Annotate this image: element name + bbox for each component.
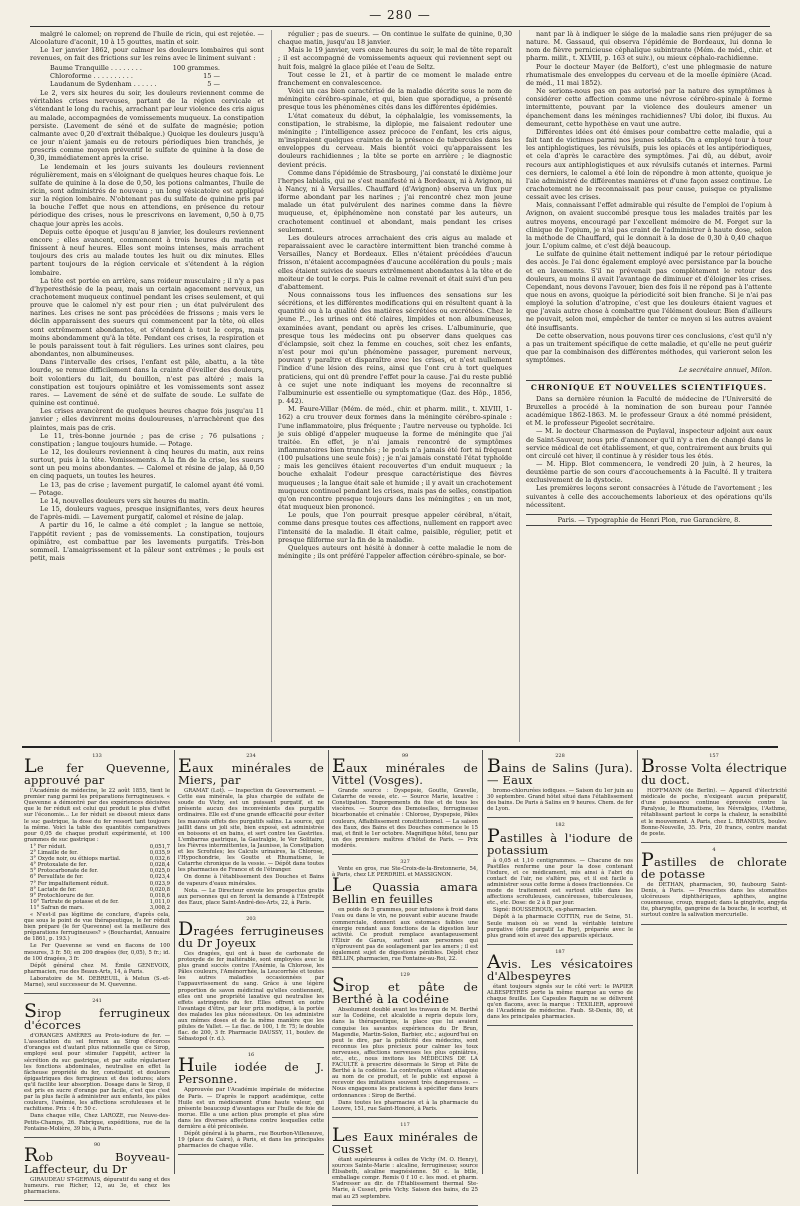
- ad-body: à 0,05 et 1,10 centigrammes. — Chacune de nos Pastilles renferme une pour la dose contenant l'iodure, et ce médicament, mis ainsi à l'abri du contact de l'air, ne s'altère pas, et il est facile à administrer sous cette forme à doses fractionnées. Ce mode de traitement est surtout utile dans les affections scrofuleuses, cancéreuses, tuberculeuses, etc., etc. Dose: de 2 à 8 par jour. Signé: BOUSSEROUX, ex-pharmacien. Dépôt à la pharmacie COTTIN, rue de Seine, 51. Seule maison où se vend la véritable teinture purgative (dite purgatif Le Roy), préparée avec le plus grand soin et avec des appareils spéciaux.: [487, 857, 633, 939]
- ad-title: Pastilles à l'iodure de potassium: [487, 824, 633, 857]
- ad-body: GRAMAT (Lot). — Inspection du Gouvernement. — Cette eau minérale, la plus chargée de sulfate de soude du Vichy, est un puissant purgatif, et ne présente aucun des inconvénients des purgatifs ordinaires. Elle est d'une grande efficacité pour éviter les mauvais effets des purgatifs salins. La source, qui jaillit dans un joli site, bien exposé, est administrée en boissons et en bains, et sert contre les Gastrites. L'embarras gastrique, la Gastralgie, le Ver Solitaire, les Fièvres intermittentes, la Jaunisse, la Constipation et les Scrofules; les Calculs urinaires, la Chlorose, l'Hypochondrie, les Goutte et Rhumatisme, le Catarrhe chronique de la vessie. — Dépôt dans toutes les pharmacies de France et de l'étranger. On donne à l'établissement des Douches et Bains de vapeurs d'eaux minérales. Nota. — Le Directeur envoie les prospectus gratis aux personnes qui en feront la demande à l'Entrepôt des Eaux, place Saint-André-des-Arts, 22, à Paris.: [178, 788, 324, 906]
- paragraph: Le sulfate de quinine était nettement indiqué par le retour périodique des accès. Je l'ai donc également employé avec persistance par la bouche et en lavements. S'il ne prévenait pas complètement le retour des douleurs, au moins il avait l'avantage de diminuer et d'éloigner les crises. Cependant, nous devons l'avouer, bien des fois il ne répond pas à l'attente que nous en avons, quoique la périodicité soit bien franche. Si je n'ai pas employé la solution d'atropine, c'est que les douleurs étaient vagues et que j'avais autre chose à combattre que l'élément douleur. Bien d'ailleurs ne pouvait, selon moi, empêcher de tenter ce moyen si les autres avaient été insuffisants.: [526, 250, 772, 332]
- dose-table: 1° Fer réduit. 0,051,7 2° Limaille de fer. 0,035,9 3° Oxyde noir, ou éthiops martial. 0,032,6 4° Protoxalate de fer. 0,028,4 5° Protocarbonate de fer. 0,025,0 6° Persulfate de fer. 0,023,4 7° Fer impalfaitement réduit. 0,023,9 8° Lactate de fer. 0,020,8 9° Protochlorure de fer. 0,018,6 10° Tartrate de potasse et de fer. 1,011,0 11° Safran de mars. 3,008,2: [30, 843, 170, 911]
- paragraph: Tout cesse le 21, et à partir de ce moment le malade entre franchement en convalescence.: [278, 70, 512, 87]
- paragraph: Mais, connaissant l'effet admirable qui résulte de l'emploi de l'opium à Avignon, on avaient succombé presque tous les malades traités par les autres moyens, encouragé par l'excellent mémoire de M. Forget sur la clinique de l'opium, je n'ai pas craint de l'administrer à haute dose, selon la méthode de Chauffard, qui le donnait à la dose de 0,30 à 0,40 chaque jour. L'opium calme, et c'est déjà beaucoup.: [526, 201, 772, 251]
- ad-body: Absolument doublé avant les travaux de M. Berthé sur la Codéine, cet alcaloïde a repris depuis lors, dans la thérapeutique, la place que lui avaient conquise les savantes expériences du Dr Brun, Magendie, Martin-Solon, Barbier, etc.; aujourd'hui on peut le dire, par la publicité des médecins, sont reconnus les plus précieux pour calmer les toux nerveuses, affections nerveuses les plus opiniâtres, etc., etc., nous invitons les MÉDECINS DE LA FACULTÉ à prescrire désormais le Sirop et Pâte de Berthé à la codéine. La contrefaçon s'étant attaquée au nom de ce produit, et le public est exposé à recevoir des imitations souvent très dangereuses. — Nous engageons les praticiens à spécifier dans leurs ordonnances : Sirop de Berthé. Dans toutes les pharmacies et à la pharmacie du Louvre, 151, rue Saint-Honoré, à Paris.: [332, 1007, 478, 1112]
- ad-number: 99: [401, 753, 409, 759]
- paragraph: régulier ; pas de sueurs. — On continue le sulfate de quinine, 0,30 chaque matin, jusqu'au 18 janvier.: [278, 30, 512, 47]
- ad-title: Eaux minérales de Vittel (Vosges).: [332, 755, 478, 788]
- ad-column-2: [178, 752, 324, 1172]
- ad-number: 133: [92, 753, 102, 759]
- ad-pastilles-chlorate: [641, 846, 787, 925]
- paragraph: nant par là à indiquer le siége de la maladie sans rien préjuger de sa nature. M. Gassaud, qui observa l'épidémie de Bordeaux, lui donna le nom de fièvre pernicieuse céphalique subintrante (Mém. de méd., chir. et pharm. milit., t. XLVIII, p. 163 et suiv.), ou mieux céphalo-rachidienne.: [526, 30, 772, 63]
- ad-fer-quevenne: [24, 752, 170, 994]
- paragraph: Voici un cas bien caractérisé de la maladie décrite sous le nom de méningite cérébro-spinale, et qui, bien que sporadique, a présenté presque tous les phénomènes cités dans les différentes épidémies.: [278, 87, 512, 112]
- ad-body: en poids de 5 grammes, pour infusions à froid dans l'eau ou dans le vin, ne pouvant subir aucune fraude commerciale, donnent aux estomacs faibles une énergie rendant aux fonctions de la digestion leur activité. Ce produit remplace avantageusement l'Élixir de Garus, surtout aux personnes qui n'éprouvent pas de soulagement par les amers ; il est également sujet de digestions pénibles. Dépôt chez BELLIN, pharmacien, rue Fontaine-au-Roi, 22.: [332, 907, 478, 963]
- news-item: — M. Hipp. Blot commencera, le vendredi 20 juin, à 2 heures, la deuxième partie de son cours d'accouchements à la Faculté. Il y traitera exclusivement de la dystocie.: [526, 459, 772, 485]
- paragraph: malgré le calomel; on reprend de l'huile de ricin, qui est rejetée. — Alcoolature d'aconit, 10 à 15 gouttes, matin et soir.: [30, 30, 264, 47]
- paragraph: Les crises avancèrent de quelques heures chaque fois jusqu'au 11 janvier ; elles devinrent moins douloureuses, n'arrachèrent que des plaintes, mais pas de cris.: [30, 407, 264, 432]
- ad-divider: [174, 750, 175, 1174]
- ad-vesicatoires: [487, 948, 633, 1027]
- ad-body: d'ORANGES AMÈRES au Proto-iodure de fer. — L'association du sel ferreux au Sirop d'écorces d'oranges est d'autant plus rationnelle que ce Sirop, employé seul pour stimuler l'appétit, activer la sécrétion du suc gastrique, et par suite régulariser les fonctions abdominales, neutralise en effet la fâcheuse propriété du fer, constipatif, et douleurs épigastriques des ferrugineux et des iodures; alors qu'il facilite leur absorption. Dosage dans le Sirop, il est pris en sucre d'orange par facile, c'est que c'est par la plus facile à administrer aux enfants, les pâles couleurs, l'anémie, les affections scrofuleuses et le rachitisme. Prix : 4 fr. 50 c. Dans chaque ville, Chez LAROZE, rue Neuve-des-Petits-Champs, 26. Fabrique, expéditions, rue de la Fontaine-Molière, 39 bis, à Paris.: [24, 1033, 170, 1132]
- ad-rob-boyveau: [24, 1141, 170, 1201]
- ad-body: étant toujours signés sur le côté vert: le PAPIER ALBESPEYRES porte la même marque au verso de chaque feuille. Les Capsules Raquin ne se délivrent qu'en flacons, avec la marque : TEXILIER, approuvé de l'Académie de médecine. Faub. St-Denis, 80, et dans les principales pharmacies.: [487, 983, 633, 1021]
- ad-title: Pastilles de chlorate de potasse: [641, 848, 787, 881]
- ad-body: Vente en gros, rue Ste-Croix-de-la-Bretonnerie, 54, à Paris, chez LE PERDRIEL et MASSIGNON.: [332, 866, 478, 879]
- ad-pastilles-iodure: [487, 821, 633, 944]
- paragraph: Le 11, très-bonne journée ; pas de crise ; 76 pulsations ; constipation ; langue toujours humide. — Potage.: [30, 431, 264, 448]
- ad-number: 4: [712, 846, 716, 853]
- paragraph: Le 15, douleurs vagues, presque insignifiantes, vers deux heures de l'après-midi. — Lavement purgatif, calomel et résine de jalap.: [30, 505, 264, 522]
- ad-title: Le Quassia amara Bellin en feuilles: [332, 874, 478, 907]
- ad-number: 90: [93, 1141, 101, 1148]
- column-divider: [519, 30, 520, 742]
- ad-number: 182: [555, 822, 565, 829]
- paragraph: Dans l'intervalle des crises, l'enfant est pâle, abattu, a la tête lourde, se remue difficilement dans la crainte d'éveiller des douleurs, boit volontiers du lait, du bouillon, n'est pas altéré ; mais la constipation est toujours opiniâtre et les vomissements sont assez rares. — Lavement de séné et de sulfate de soude. Le sulfate de quinine est continué.: [30, 358, 264, 408]
- paragraph: Le 14, nouvelles douleurs vers six heures du matin.: [40, 496, 210, 505]
- ad-eaux-vittel: [332, 752, 478, 855]
- paragraph: Le lendemain et les jours suivants les douleurs reviennent régulièrement, mais en s'éloignant de quelques heures chaque fois. Le sulfate de quinine à la dose de 0,50, les potions calmantes, l'huile de ricin, sont administrés de nouveau ; un long vésicatoire est appliqué sur la région lombaire. N'obtenant pas du sulfate de quinine pris par la bouche l'effet que nous en attendions, en présence du retour périodique des crises, nous le prescrivons en lavement, 0,50 à 0,75 chaque jour après les accès.: [30, 162, 264, 228]
- ad-title: Huile iodée de J. Personne.: [178, 1054, 324, 1087]
- ad-number: 16: [247, 1052, 255, 1059]
- ad-sirop-oranges: [24, 997, 170, 1138]
- paragraph: Le pouls, que l'on pourrait presque appeler cérébral, n'était, comme dans presque toutes ces affections, nullement en rapport avec l'intensité de la maladie. Il était calme, paisible, régulier, petit et presque filiforme sur la fin de la maladie.: [278, 511, 512, 544]
- ad-body: HOFFMANN (de Berlin). — Appareil d'électricité médicale de poche, n'exigeant aucun préparatif, d'une puissance continue éprouvée contre la Paralysie, le Rhumatisme, les Névralgies, l'Asthme, rétablissant partout le corps la chaleur, la sensibilité et le mouvement. A Paris, chez L. BRANDUS, boulev. Bonne-Nouvelle, 35. Prix, 20 francs, contre mandat de poste.: [641, 788, 787, 837]
- ad-bains-salins: [487, 752, 633, 818]
- article-column-1: [30, 30, 264, 742]
- ad-number: 228: [555, 753, 565, 759]
- paragraph: Le 12, les douleurs reviennent à cinq heures du matin, aux reins surtout, puis à la tête. Vomissements. A la fin de la crise, les sueurs sont un peu moins abondantes. — Calomel et résine de jalap, ââ 0,50 en cinq paquets, un toutes les heures.: [30, 447, 264, 481]
- ad-title: Dragées ferrugineuses du Dr Joyeux: [178, 917, 324, 950]
- ad-title: Sirop et pâte de Berthé à la codéine: [332, 974, 478, 1007]
- paragraph: Depuis cette époque et jusqu'au 8 janvier, les douleurs reviennent encore ; elles avancent, commencent à trois heures du matin et finissent à neuf heures. Elles sont moins intenses, mais arrachent toujours des cris au malade toutes les huit ou dix minutes. Elles partent toujours de la région cervicale et s'étendent à la région lombaire.: [30, 227, 264, 277]
- ad-body: Approuvée par l'Académie impériale de médecine de Paris. — D'après le rapport académique, cette Huile est un médicament d'une haute valeur, qui présente beaucoup d'avantages sur l'huile de foie de morue. Elle a une action plus prompte et plus sûre dans les diverses affections contre lesquelles cette dernière a été préconisée. Dépôt général à la pharm., rue Bourbon-Villeneuve, 19 (place du Caire), à Paris, et dans les principales pharmacies de chaque ville.: [178, 1087, 324, 1150]
- ad-column-1: [24, 752, 170, 1195]
- ad-column-4: [487, 752, 633, 1172]
- ad-huile-iodee: [178, 1051, 324, 1155]
- page-number: — 280 —: [369, 8, 431, 22]
- ad-brosse-volta: [641, 752, 787, 843]
- paragraph: Le 13, pas de crise ; lavement purgatif, le calomel ayant été vomi. — Potage.: [30, 480, 264, 497]
- paragraph: Quelques auteurs ont hésité à donner à cette maladie le nom de méningite ; ils ont préféré l'appeler affection cérébro-spinale, se bor-: [278, 543, 512, 560]
- article-column-2: [278, 30, 512, 742]
- ad-body: étant supérieures à celles de Vichy (M. O. Henry), sources Sainte-Marie : alcaline, ferrugineuse; source Élisabeth, alcaline magnésienne. 50 c. la btlle, emballage compr. Remis 0 f 10 c. les mod. et pharm. S'adresser au dir. de l'Établissement thermal Ste-Marie, à Cusset, près Vichy. Saison des bains, du 25 mai au 25 septembre.: [332, 1156, 478, 1200]
- paragraph: Nous connaissons tous les influences des sensations sur les sécrétions, et les différentes modifications qui en résultent quant à la quantité ou à la qualité des matières sécrétées ou excrétées. Chez le jeune P..., les urines ont été claires, limpides et non albumineuses, examinées avant, pendant ou après les crises. L'albuminurie, que presque tous les médecins ont pu observer dans quelques cas d'éclampsie, soit chez la femme en couches, soit chez les enfants, n'est pour moi qu'un phénomène passager, purement nerveux, pouvant y paraître et disparaître avec les crises, et n'est nullement l'indice d'une lésion des reins, ainsi que l'ont cru à tort quelques praticiens, qui ont dû prendre l'effet pour la cause. J'ai du reste publié à ce sujet une note indiquant les moyens de reconnaître si l'albuminurie est essentielle ou symptomatique (Gaz. des Hôp., 1856, p. 442).: [278, 291, 512, 406]
- ad-eaux-miers: [178, 752, 324, 912]
- paragraph: Ne serions-nous pas en pas autorisé par la nature des symptômes à considérer cette affection comme une névrose cérébro-spinale à forme intermittente, pouvant par la violence des douleurs amener un épanchement dans les méninges rachidiennes? Ubi dolor, ibi fluxus. Au demeurant, cette hypothèse en vaut une autre.: [526, 87, 772, 128]
- liniment-recipe: [50, 64, 264, 88]
- ad-title: Brosse Volta électrique du doct.: [641, 755, 787, 788]
- ad-column-5: [641, 752, 787, 1172]
- article-column-3: [526, 30, 772, 742]
- ad-dragees-joyeux: [178, 915, 324, 1049]
- ad-number: 234: [246, 753, 256, 759]
- ad-number: 327: [400, 859, 410, 866]
- paragraph: Mais le 19 janvier, vers onze heures du soir, le mal de tête reparaît ; il est accompagné de vomissements aqueux qui reviennent sept ou huit fois, malgré la glace pilée et l'eau de Seltz.: [278, 46, 512, 71]
- ad-number: 241: [92, 998, 102, 1005]
- recipe-line: Chloroforme . . . . . . . . . . 15 —: [50, 71, 220, 80]
- paragraph: L'état comateux du début, la céphalalgie, les vomissements, la constipation, le strabisme, la diplopie, me faisaient redouter une méningite ; l'intelligence assez précoce de l'enfant, les cris aigus, m'inspiraient quelques craintes de la présence de tubercules dans les enveloppes du cerveau. Mais bientôt voici qu'apparaissent les douleurs rachidiennes ; la tête se porte en arrière ; le diagnostic devient précis.: [278, 111, 512, 169]
- ad-title: Avis. Les vésicatoires d'Albespeyres: [487, 950, 633, 983]
- paragraph: Le 2, vers six heures du soir, les douleurs reviennent comme de véritables crises nerveuses, partant de la région cervicale et s'étendant le long du rachis, arrachant par leur violence des cris aigus au malade, accompagnées de vomissements muqueux. La constipation persiste. (Lavement de séné et de sulfate de magnésie; potion calmante avec 0,20 d'extrait thébaïque.) Quoique les douleurs jusqu'à ce jour n'aient jamais eu de retours périodiques bien tranchés, je prescris comme moyen préventif le sulfate de quinine à la dose de 0,30, immédiatement après la crise.: [30, 89, 264, 163]
- paragraph: Les douleurs atroces arrachaient des cris aigus au malade et reparaissaient avec le caractère intermittent bien tranché comme à Versailles, Nancy et Bordeaux. Elles n'étaient précédées d'aucun frisson, n'étaient accompagnées d'aucune accélération du pouls ; mais elles étaient suivies de sueurs extrêmement abondantes à la tête et de moiteur de tout le corps. Puis le calme revenait et était suivi d'un peu d'abattement.: [278, 233, 512, 291]
- ad-column-3: [332, 752, 478, 1200]
- ad-quassia-amara: [332, 858, 478, 968]
- recipe-line: Baume Tranquille . . . . . . . . 100 grammes.: [50, 63, 220, 72]
- ad-body: de DETHAN, pharmacien, 90, faubourg Saint-Denis, à Paris. — Prescrites dans les stomatites ulcéreuses diphthériques, aphthes, angine couenneuse, croup, muguet; dans la gingivite, angyda ite, pharyngite, gangrène de la bouche, le scorbut, et surtout contre la salivation mercurielle.: [641, 881, 787, 919]
- paragraph: Pour le docteur Mayer (de Belfort), c'est une phlegmasie de nature rhumatismale des enveloppes du cerveau et de la moelle épinière (Acad. de méd., 11 mai 1852).: [526, 62, 772, 87]
- ad-number: 187: [555, 948, 565, 955]
- ad-number: 203: [246, 915, 256, 922]
- ad-number: 157: [709, 753, 719, 759]
- ad-body: GIRAUDEAU ST-GERVAIS, dépuratif du sang et des humeurs. rue Richer, 12, au 3e, et chez les pharmaciens.: [24, 1176, 170, 1195]
- ad-divider: [637, 750, 638, 1174]
- ad-title: Eaux minérales de Miers, par: [178, 755, 324, 788]
- printer-imprint: Paris. — Typographie de Henri Plon, rue Garancière, 8.: [526, 514, 772, 526]
- paragraph: Différentes idées ont été émises pour combattre cette maladie, qui a fait tant de victimes parmi nos jeunes soldats. On a employé tour à tour les antiphlogistiques, les révulsifs, puis les opiacés et les antipériodiques, et cela d'après le caractère des symptômes. J'ai dû, au début, avoir recours aux antiphlogistiques et aux révulsifs cutanés et internes. Parmi ces derniers, le calomel a été loin de répondre à mon attente, quoique je l'aie administré de différentes manières et d'une façon assez continue. Le crachotement ne le reconnaissait pas pour cause, puisque ce ptyalisme cessait avec les crises.: [526, 127, 772, 202]
- ad-eaux-cusset: [332, 1121, 478, 1206]
- paragraph: A partir du 16, le calme a été complet ; la langue se nettoie, l'appétit revient ; pas de vomissements. La constipation, toujours opiniâtre, est combattue par les lavements purgatifs. Très-bon sommeil. L'amaigrissement et la pâleur sont extrêmes ; le pouls est petit, mais: [30, 521, 264, 562]
- ad-body: bromo-chlorurées iodiques. — Saison du 1er juin au 30 septembre. Grand hôtel situé dans l'établissement des bains. De Paris à Salins en 9 heures. Chem. de fer de Lyon.: [487, 788, 633, 813]
- ad-title: Le fer Quevenne, approuvé par: [24, 755, 170, 788]
- column-divider: [271, 30, 272, 742]
- ad-title: Sirop ferrugineux d'écorces: [24, 1000, 170, 1033]
- ad-number: 129: [400, 972, 410, 979]
- ad-body: Grande source : Dyspepsie, Goutte, Gravelle, Catarrhe de vessie, etc. — Source Marie, laxative : Constipation. Engorgements du foie et de tous les viscères. — Source des Demoiselles, ferrugineuse bicarbonatée et crénatée : Chlorose, Dyspepsie, Pâles couleurs, Affaiblissement constitutionnel. — La saison des Eaux, des Bains et des Douches commence le 15 mai, et finit le 1er octobre. Magnifique hôtel, tenu par un des premiers maîtres d'hôtel de Paris. — Prix modérés.: [332, 788, 478, 849]
- paragraph: De cette observation, nous pouvons tirer ces conclusions, c'est qu'il n'y a pas un traitement spécifique de cette maladie, et qu'elle ne peut guérir que par la combinaison des différentes méthodes, qui varieront selon les symptômes.: [526, 331, 772, 365]
- paragraph: La tête est portée en arrière, sans roideur musculaire ; il n'y a pas d'hyperesthésie de la peau, mais un certain agacement nerveux, un crachotement muqueux continuel pendant les crises seulement, et qui prouve que le calomel n'y est pour rien ; un état pulvérulent des narines. Les crises ne sont pas précédées de frissons ; mais vers le déclin apparaissent des sueurs qui commencent par la tête, où elles sont extrêmement abondantes, et s'étendent à tout le corps, mais moins abondamment qu'à la tête. Pendant ces crises, la respiration et le pouls paraissent tout à fait réguliers. Les urines sont claires, peu abondantes, non albumineuses.: [30, 276, 264, 359]
- news-item: — M. le docteur Charmasson de Puylaval, inspecteur adjoint aux eaux de Saint-Sauveur, nous prie d'annoncer qu'il n'y a rien de changé dans le service médical de cet établissement, et que, contrairement aux bruits qui ont circulé cet hiver, il continue à y résider tous les étés.: [526, 427, 772, 460]
- paragraph: Comme dans l'épidémie de Strasbourg, j'ai constaté le dixième jour l'herpes labialis, qui ne s'est manifesté ni à Bordeaux, ni à Avignon, ni à Nancy, ni à Versailles. Chauffard (d'Avignon) observa un flux pur iforme abondant par les narines ; j'ai rencontré chez mon jeune malade un état pulvérulent des narines comme dans la fièvre muqueuse, et, épiphénomène non constaté par les auteurs, un crachotement continuel et abondant, mais pendant les crises seulement.: [278, 168, 512, 234]
- paragraph: M. Faure-Villar (Mém. de méd., chir. et pharm. milit., t. XLVIII, 1-162) a cru trouver deux formes dans la méningite cérébro-spinale : l'une inflammatoire, plus fréquente ; l'autre nerveuse ou typhoïde. Ici je suis obligé d'appeler muqueuse la forme de méningite que j'ai traitée. En effet, je n'ai jamais rencontré de symptômes inflammatoires bien tranchés ; le pouls n'a jamais été fort ni fréquent (100 pulsations une seule fois) ; je n'ai jamais constaté l'état typhoïde ; mais les genciives étaient recouvertes d'un enduit muqueux ; la bouche exhalait l'odeur presque caractéristique des fièvres muqueuses ; la langue était sale et humide ; il y avait un crachotement muqueux continuel pendant les crises, mais pas de selles, constipation qu'on rencontre presque toujours dans les méningites ; en un mot, état muqueux bien prononcé.: [278, 405, 512, 512]
- ad-title: Les Eaux minérales de Cusset: [332, 1123, 478, 1156]
- paragraph: Le 1er janvier 1862, pour calmer les douleurs lombaires qui sont revenues, on fait des frictions sur les reins avec le liniment suivant :: [30, 46, 264, 63]
- ad-divider: [328, 750, 329, 1174]
- top-rule: [30, 26, 770, 27]
- ad-title: Bains de Salins (Jura). — Eaux: [487, 755, 633, 788]
- recipe-line: Laudanum de Sydenham . . . . . . 5 —: [50, 79, 220, 88]
- section-title: CHRONIQUE ET NOUVELLES SCIENTIFIQUES.: [526, 380, 772, 392]
- ad-title: Rob Boyveau-Laffecteur, du Dr: [24, 1143, 170, 1176]
- ad-number: 117: [400, 1121, 410, 1128]
- ad-divider: [482, 750, 483, 1174]
- secretary-signature: Le secrétaire annuel, Milon.: [678, 366, 772, 375]
- ad-body: l'Académie de médecine, le 22 août 1855, tient le premier rang parmi les préparations ferrugineuses. « Quevenne a démontré par des expériences décisives que le fer réduit est celui qui produit le plus d'effet sur l'économie... Le fer réduit se dissout mieux dans le suc gastrique, la dose du fer ressort tant toujours la même. Voici la table des quantités comparatives pour 0,05 de chaque produit expérimenté, et 100 grammes de suc gastrique : 1° Fer réduit. 0,051,7 2° Limaille de fer. 0,035,9 3° Oxyde noir, ou éthiops martial. 0,032,6 4° Protoxalate de fer. 0,028,4 5° Protocarbonate de fer. 0,025,0 6° Persulfate de fer. 0,023,4 7° Fer impalfaitement réduit. 0,023,9 8° Lactate de fer. 0,020,8 9° Protochlorure de fer. 0,018,6 10° Tartrate de potasse et de fer. 1,011,0 11° Safran de mars. 3,008,2 « N'est-il pas légitime de conclure, d'après cela, que sous le point de vue thérapeutique, le fer réduit bien préparé (le fer Quevenne) est la meilleure des préparations ferrugineuses? » (Bouchardat, Annuaire de 1861, p. 193.) Le Fer Quevenne se vend en flacons de 100 mesures, 3 fr. 50; en 200 dragées (fer, 0,05), 5 fr.; id. de 100 dragées, 3 fr. Dépôt général chez M. Émile GENEVOIX, pharmacien, rue des Beaux-Arts, 14, à Paris. Laboratoire de M. DEBREUIL, à Melun (S.-et-Marne), seul successeur de M. Quevenne.: [24, 788, 170, 988]
- ad-body: Ces dragées, qui ont à base de carbonate de protoxyde de fer inaltérable, sont employées avec le plus grand succès contre l'Anémie, la Chlorose, les Pâles couleurs, l'Aménorrhée, la Leucorrhée et toutes les autres maladies occasionnées par l'appauvrissement du sang. Grâce à une légère proportion de savon médicinal qu'elles contiennent, elles ont une propriété laxative qui neutralise les effets astringents du fer. Elles offrent en outre l'avantage d'être, par leur prix modique, à la portée des malades les plus nécessiteux. On les administre aux mêmes doses et de la même manière que les pilules de Vallet. — Le flac. de 100, 1 fr. 75; le double flac. de 200, 3 fr. Pharmacie DAUSSY, 11, boulev. de Sébastopol (r. d.).: [178, 950, 324, 1043]
- news-item: Dans sa dernière réunion la Faculté de médecine de l'Université de Bruxelles a procédé à la nomination de son bureau pour l'année académique 1862-1863. M. le professeur Graux a été nommé président, et M. le professeur Pigeolet secrétaire.: [526, 394, 772, 428]
- news-item: Les premières leçons seront consacrées à l'étude de l'avortement ; les suivantes à celle des accouchements laborieux et des opérations qu'ils nécessitent.: [526, 484, 772, 509]
- advertisements-rule: [22, 746, 778, 748]
- ad-sirop-berthe: [332, 971, 478, 1118]
